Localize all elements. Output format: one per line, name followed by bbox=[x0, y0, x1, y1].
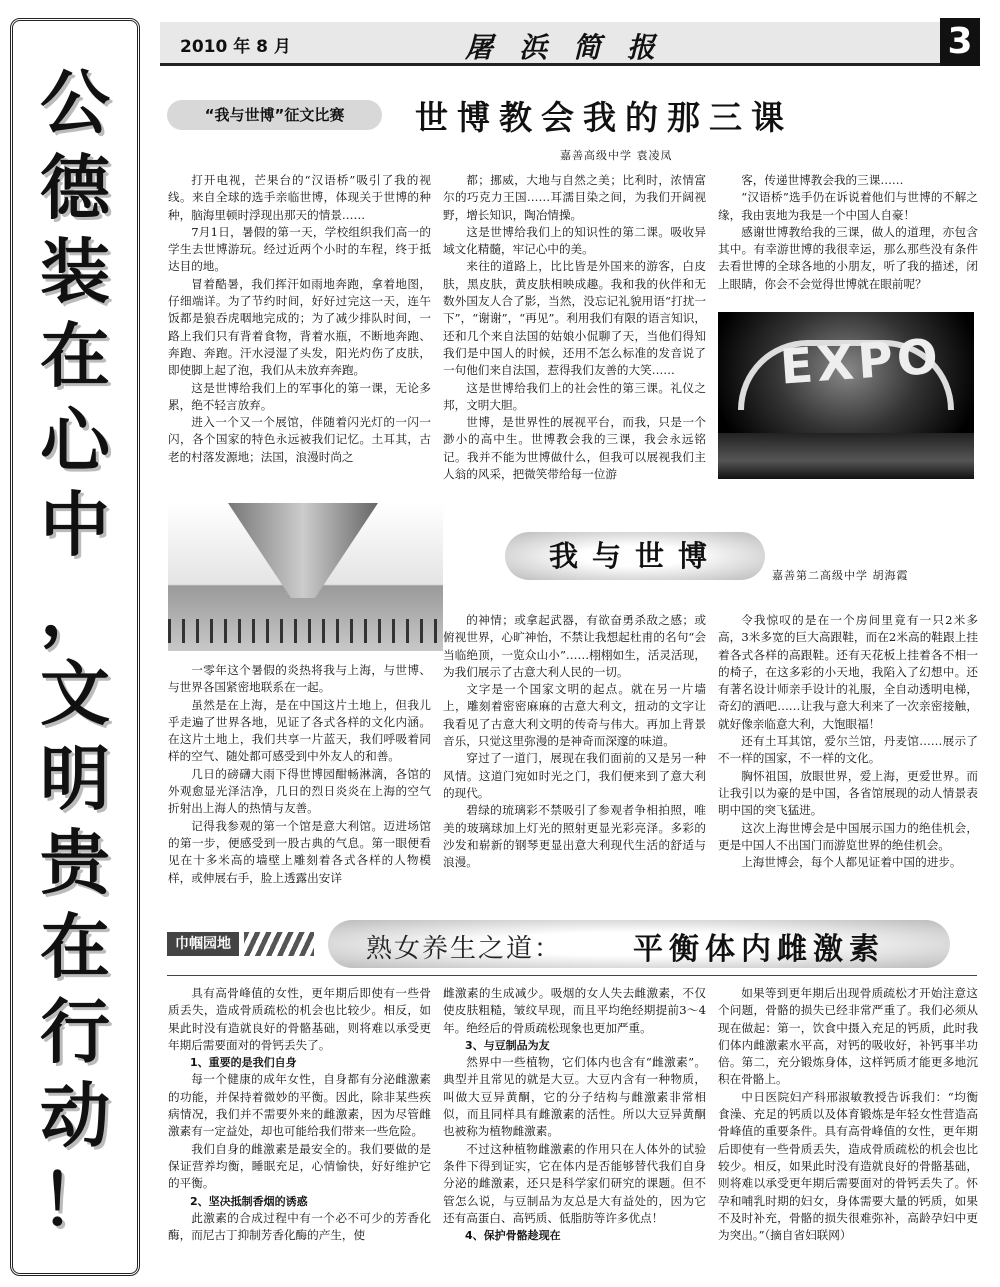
paragraph: 雌激素的生成减少。吸烟的女人失去雌激素，不仅使皮肤粗糙，皱纹早现，而且平均绝经期提前3～4年。绝经后的骨质疏松现象也更加严重。 bbox=[443, 986, 706, 1035]
banner-char: 在 bbox=[40, 905, 110, 989]
paragraph: 感谢世博教给我的三课，做人的道理，亦包含其中。有幸游世博的我很幸运，那么那些没有条件去看世博的全球各地的小朋友，听了我的描述，闭上眼睛，你会不会觉得世博就在眼前呢？ bbox=[718, 224, 978, 291]
article2-title: 我与世博 bbox=[505, 532, 765, 580]
paragraph: 不过这种植物雌激素的作用只在人体外的试验条件下得到证实，它在体内是否能够替代我们自身分泌的雌激素，还只是科学家们研究的课题。但不管怎么说，与豆制品为友总是大有益处的，因为它还有高蛋白、高钙质、低脂肪等许多优点！ bbox=[443, 1141, 706, 1225]
paragraph: 7月1日，暑假的第一天，学校组织我们高一的学生去世博游玩。经过近两个小时的车程，终于抵达目的地。 bbox=[168, 224, 431, 274]
article2-author: 嘉善第二高级中学 胡海霞 bbox=[772, 569, 909, 582]
paragraph: 打开电视，芒果台的“汉语桥”吸引了我的视线。来自全球的选手亲临世博，体现关于世博的种种，脑海里顿时浮现出那天的情景…… bbox=[168, 173, 431, 222]
paragraph: 这是世博给我们上的知识性的第二课。吸收异域文化精髓，牢记心中的美。 bbox=[443, 224, 706, 257]
banner-char: 德 bbox=[40, 145, 110, 229]
article1-column-2 bbox=[443, 172, 706, 500]
issue-date: 2010 年 8 月 bbox=[180, 37, 291, 57]
paragraph: 具有高骨峰值的女性，更年期后即使有一些骨质丢失，造成骨质疏松的机会也比较少。相反，如果此时没有造就良好的骨骼基础，则将难以承受更年期后需要面对的骨钙丢失了。 bbox=[168, 986, 431, 1052]
paragraph: 这是世博给我们上的军事化的第一课，无论多累，绝不轻言放弃。 bbox=[168, 380, 431, 412]
banner-char: 中 bbox=[40, 483, 110, 567]
article1-author: 嘉善高级中学 袁凌凤 bbox=[560, 149, 673, 162]
banner-char: 在 bbox=[40, 314, 110, 398]
expo-sign-text: EXPO bbox=[778, 328, 944, 396]
article3-title-main: 平衡体内雌激素 bbox=[633, 932, 885, 967]
banner-char: 明 bbox=[40, 736, 110, 820]
article1-column-3 bbox=[718, 172, 978, 312]
paragraph: 此激素的合成过程中有一个必不可少的芳香化酶，而尼古丁抑制芳香化酶的产生，使 bbox=[168, 1210, 431, 1243]
article3-column-1 bbox=[168, 985, 431, 1275]
paragraph: 这是世博给我们上的社会性的第三课。礼仪之邦，文明大胆。 bbox=[443, 380, 706, 412]
paragraph: 世博，是世界性的展视平台，而我，只是一个渺小的高中生。世博教会我的三课，我会永远铭记。我并不能为世博做什么，但我可以展视我们主人翁的风采，把微笑带给每一位游 bbox=[443, 415, 706, 482]
article3-column-2 bbox=[443, 985, 706, 1275]
paragraph: 都；挪威，大地与自然之美；比利时，浓情富尔的巧克力王国……耳濡目染之间，为我们开阔视野，增长知识，陶冶情操。 bbox=[443, 173, 706, 222]
banner-char: 动 bbox=[40, 1074, 110, 1158]
banner-char: ！ bbox=[40, 1158, 110, 1242]
paragraph: 的神情；或拿起武器，有欲奋勇杀敌之感；或俯视世界，心旷神怡，不禁让我想起杜甫的名句“会当临绝顶，一览众山小”……栩栩如生，活灵活现，为我们展示了古意大利人民的一切。 bbox=[443, 613, 706, 679]
subheading: 2、坚决抵制香烟的诱惑 bbox=[190, 1194, 308, 1208]
article3-column-3 bbox=[718, 985, 978, 1275]
banner-char: ， bbox=[40, 567, 110, 651]
paragraph: 几日的磅礴大雨下得世博园酣畅淋漓，各馆的外观愈显光泽洁净，几日的烈日炎炎在上海的空气折射出上海人的热情与友善。 bbox=[168, 766, 431, 816]
paragraph: “汉语桥”选手仍在诉说着他们与世博的不解之缘，我由衷地为我是一个中国人自豪！ bbox=[718, 190, 978, 222]
paragraph: 然界中一些植物，它们体内也含有“雌激素”。典型并且常见的就是大豆。大豆内含有一种物质，叫做大豆异黄酮，它的分子结构与雌激素非常相似，而且同样具有雌激素的活性。所以大豆异黄酮也被称为植物雌激素。 bbox=[443, 1055, 706, 1139]
paragraph: 令我惊叹的是在一个房间里竟有一只2米多高，3米多宽的巨大高跟鞋，而在2米高的鞋跟上挂着各式各样的高跟鞋。还有天花板上挂着各不相一的椅子，在这多彩的小天地，我陷入了幻想中。还有著名设计师亲手设计的礼服，全自动透明电梯，奇幻的酒吧……让我与意大利来了一次亲密接触，就好像亲临意大利，大饱眼福！ bbox=[718, 613, 978, 731]
paragraph: 我们自身的雌激素是最安全的。我们要做的是保证营养均衡，睡眠充足，心情愉快，好好维护它的平衡。 bbox=[168, 1141, 431, 1191]
essay-contest-tag: “我与世博”征文比赛 bbox=[167, 100, 382, 130]
article2-column-2 bbox=[443, 612, 706, 910]
paragraph: 穿过了一道门，展现在我们面前的又是另一种风情。这道门宛如时光之门，我们便来到了意大利的现代。 bbox=[443, 751, 706, 800]
left-banner bbox=[10, 18, 140, 1276]
paragraph: 虽然是在上海，是在中国这片土地上，但我儿乎走遍了世界各地，见证了各式各样的文化内涵。在这片土地上，我们共享一片蓝天，我们呼吸着同样的空气、随处都可感受到中外友人的和善。 bbox=[168, 697, 431, 764]
paragraph: 文字是一个国家文明的起点。就在另一片墙上，雕刻着密密麻麻的古意大利文，扭动的文字让我看见了古意大利文明的传奇与伟大。再加上背景音乐，只觉这里弥漫的是神奇而深邃的味道。 bbox=[443, 682, 706, 749]
banner-char: 公 bbox=[40, 61, 110, 145]
water-reflection bbox=[718, 433, 974, 479]
paragraph: 碧绿的琉璃彩不禁吸引了参观者争相拍照，唯美的玻璃球加上灯光的照射更显光彩亮泽。多彩的沙发和崭新的钢琴更显出意大利现代生活的舒适与浪漫。 bbox=[443, 803, 706, 870]
paragraph: 胸怀祖国，放眼世界，爱上海，更爱世界。而让我引以为豪的是中国，各省馆展现的动人情景表明中国的突飞猛进。 bbox=[718, 768, 978, 818]
paragraph: 一零年这个暑假的炎热将我与上海，与世博、与世界各国紧密地联系在一起。 bbox=[168, 663, 431, 695]
masthead: 屠浜简报 bbox=[465, 31, 682, 64]
subheading: 3、与豆制品为友 bbox=[465, 1038, 550, 1052]
paragraph: 冒着酷暑，我们挥汗如雨地奔跑，拿着地图，仔细端详。为了节约时间，好好过完这一天，连午饭都是狼吞虎咽地完成的；为了减少排队时间，一路上我们只有背着食物，背着水瓶，不断地奔跑、奔跑、奔跑。汗水浸湿了头发，阳光灼伤了皮肤，即使脚上起了泡，我们从未放弃奔跑。 bbox=[168, 276, 431, 378]
banner-char: 心 bbox=[40, 398, 110, 482]
paragraph: 记得我参观的第一个馆是意大利馆。迈进场馆的第一步，便感受到一股古典的气息。第一眼便看见在十多米高的墙壁上雕刻着各式各样的人物模样，或伸展右手，脸上透露出安详 bbox=[168, 818, 431, 885]
article1-column-1 bbox=[168, 172, 431, 500]
section-divider bbox=[167, 975, 977, 976]
banner-char: 文 bbox=[40, 652, 110, 736]
page-header bbox=[160, 22, 980, 66]
visitors-crowd bbox=[168, 619, 443, 643]
banner-char: 行 bbox=[40, 989, 110, 1073]
expo-axis-photo bbox=[168, 503, 443, 651]
paragraph: 中日医院妇产科邢淑敏教授告诉我们：“均衡食澡、充足的钙质以及体育锻炼是年轻女性营造高骨峰值的重要条件。具有高骨峰值的女性，更年期后即使有一些骨质丢失，造成骨质疏松的机会也比较少。相反，如果此时没有造就良好的骨骼基础，则将难以承受更年期后需要面对的骨钙丢失了。怀孕和哺乳时期的妇女，身体需要大量的钙质，如果不及时补充，骨骼的损失很难弥补，高龄孕妇中更为突出。”（摘自省妇联网） bbox=[718, 1089, 978, 1243]
banner-char: 贵 bbox=[40, 821, 110, 904]
article2-column-3 bbox=[718, 612, 978, 910]
subheading: 4、保护骨骼趁现在 bbox=[465, 1229, 561, 1243]
paragraph: 还有土耳其馆，爱尔兰馆，丹麦馆……展示了不一样的国家，不一样的文化。 bbox=[718, 734, 978, 766]
paragraph: 每一个健康的成年女性，自身都有分泌雌激素的功能，并保持着微妙的平衡。因此，除非某些疾病情况，我们并不需要外来的雌激素，因为尽管雌激素有一定益处，却也可能给我们带来一些危险。 bbox=[168, 1072, 431, 1139]
paragraph: 上海世博会，每个人都见证着中国的进步。 bbox=[741, 855, 962, 870]
sun-valley-structure bbox=[228, 503, 378, 598]
page-number: 3 bbox=[940, 18, 980, 66]
section-stripes bbox=[244, 932, 314, 956]
article1-title: 世博教会我的那三课 bbox=[415, 98, 793, 137]
paragraph: 进入一个又一个展馆，伴随着闪光灯的一闪一闪，各个国家的特色永远被我们记忆。土耳其，古老的村落发源地；法国，浪漫时尚之 bbox=[168, 415, 431, 464]
article2-column-1 bbox=[168, 662, 431, 910]
paragraph: 客，传递世博教会我的三课…… bbox=[741, 173, 904, 187]
paragraph: 这次上海世博会是中国展示国力的绝佳机会，更是中国人不出国门而游览世界的绝佳机会。 bbox=[718, 820, 978, 852]
banner-char: 装 bbox=[40, 230, 110, 314]
section-tag: 巾帼园地 bbox=[167, 932, 239, 956]
article3-title-prefix: 熟女养生之道： bbox=[366, 934, 563, 964]
expo-night-photo bbox=[718, 312, 974, 479]
paragraph: 如果等到更年期后出现骨质疏松才开始注意这个问题，骨骼的损失已经非常严重了。我们必须从现在做起：第一，饮食中摄入充足的钙质，此时我们体内雌激素水平高，对钙的吸收好，补钙事半功倍。第二，充分锻炼身体，这样钙质才能更多地沉积在骨骼上。 bbox=[718, 986, 978, 1087]
subheading: 1、重要的是我们自身 bbox=[190, 1056, 297, 1070]
paragraph: 来往的道路上，比比皆是外国来的游客，白皮肤，黑皮肤，黄皮肤相映成趣。我和我的伙伴和无数外国友人合了影，当然，没忘记礼貌用语“打扰一下”，“谢谢”，“再见”。利用我们有限的语言知识，还和几个来自法国的姑娘小侃聊了天，当他们得知我们是中国人的时候，还用不怎么标准的发音说了一句他们来自法国，惹得我们友善的大笑…… bbox=[443, 259, 706, 378]
